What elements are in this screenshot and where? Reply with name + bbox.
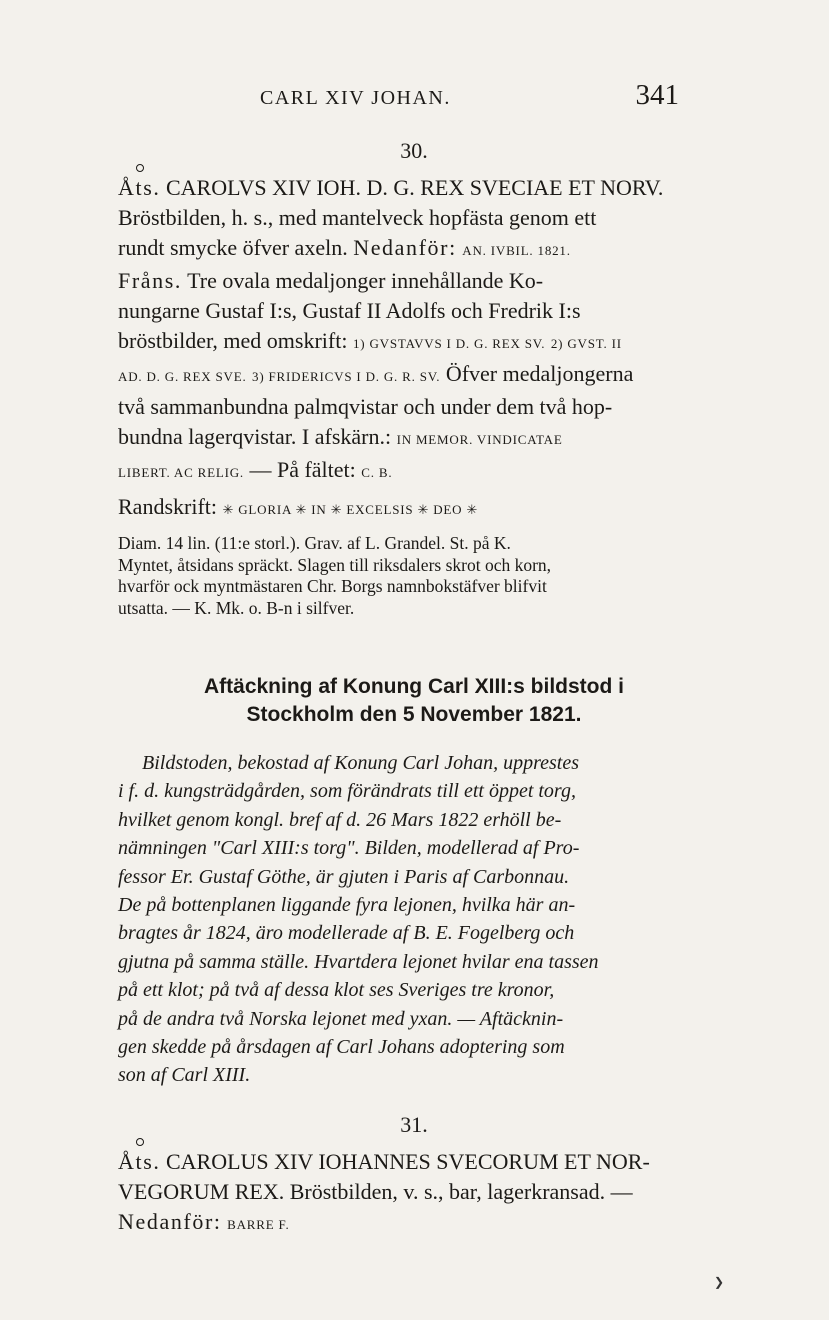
obverse-desc: rundt smycke öfver axeln.: [118, 235, 348, 260]
reverse-desc: Tre ovala medaljonger innehållande Ko-: [187, 268, 544, 293]
obverse-legend: CAROLUS XIV IOHANNES SVECORUM ET NOR-: [165, 1149, 650, 1174]
obverse-label: Åts.: [118, 1147, 160, 1177]
randskrift-label: Randskrift:: [118, 494, 217, 519]
reverse-line: [118, 266, 710, 296]
printer-mark-icon: ❯: [714, 1275, 725, 1289]
paragraph-line: i f. d. kungsträdgården, som förändrats till ett öppet torg,: [118, 780, 576, 803]
faltet-value: C. B.: [361, 465, 393, 480]
paragraph-line: bragtes år 1824, äro modellerade af B. E. Fogelberg och: [118, 922, 575, 945]
entry-31: [118, 1112, 710, 1240]
paragraph-line: Bildstoden, bekostad af Konung Carl Johan, upprestes: [142, 752, 580, 774]
page-number: 341: [635, 79, 679, 111]
faltet-text: — På fältet:: [249, 457, 356, 482]
paragraph-line: gen skedde på årsdagen af Carl Johans adoptering som: [118, 1036, 565, 1059]
randskrift-value: ✳ GLORIA ✳ IN ✳ EXCELSIS ✳ DEO ✳: [222, 502, 479, 517]
obverse-legend: VEGORUM REX.: [118, 1179, 285, 1204]
reverse-label: Fråns.: [118, 268, 182, 293]
reverse-desc-line: två sammanbundna palmqvistar och under dem två hop-: [118, 394, 613, 419]
entry-number: 31.: [400, 1112, 428, 1137]
paragraph-line: hvilket genom kongl. bref af d. 26 Mars 1822 erhöll be-: [118, 808, 562, 831]
obverse-line: [118, 1147, 710, 1177]
obverse-label: Åts.: [118, 173, 160, 203]
obverse-desc: Bröstbilden, v. s., bar, lagerkransad. —: [289, 1179, 633, 1204]
running-head: [0, 79, 829, 117]
omskrift-1: 1) GVSTAVVS I D. G. REX SV.: [352, 336, 546, 351]
paragraph-line: fessor Er. Gustaf Göthe, är gjuten i Paris af Carbonnau.: [118, 865, 570, 888]
note-line: utsatta. — K. Mk. o. B-n i silfver.: [118, 597, 355, 618]
nedanfor-line: [118, 1207, 710, 1240]
nedanfor-label: Nedanför:: [118, 1209, 222, 1234]
omskrift-2a: 2) GVST. II: [550, 336, 622, 351]
reverse-desc: Öfver medaljongerna: [445, 361, 634, 386]
obverse-line: [118, 1177, 710, 1207]
paragraph-line: på de andra två Norska lejonet med yxan. — Aftäcknin-: [118, 1007, 564, 1030]
afskarn-2: LIBERT. AC RELIG.: [118, 465, 244, 480]
reverse-desc: bundna lagerqvistar. I afskärn.:: [118, 424, 392, 449]
section: [118, 673, 710, 1090]
randskrift-line: [118, 492, 710, 525]
obverse-desc-line: Bröstbilden, h. s., med mantelveck hopfästa genom ett: [118, 205, 597, 230]
afskarn-1: IN MEMOR. VINDICATAE: [396, 432, 563, 447]
nedanfor-value: BARRE F.: [227, 1217, 290, 1232]
paragraph-line: nämningen "Carl XIII:s torg". Bilden, modellerad af Pro-: [118, 837, 580, 860]
notes: [118, 533, 710, 619]
running-title: CARL XIV JOHAN.: [260, 87, 451, 109]
entry-30: [118, 138, 710, 619]
obverse-legend: CAROLVS XIV IOH. D. G. REX SVECIAE ET NORV.: [165, 175, 664, 200]
nedanfor-label: Nedanför:: [353, 235, 457, 260]
note-line: Myntet, åtsidans spräckt. Slagen till riksdalers skrot och korn,: [118, 554, 552, 575]
paragraph-line: son af Carl XIII.: [118, 1064, 251, 1087]
reverse-desc-line: nungarne Gustaf I:s, Gustaf II Adolfs och Fredrik I:s: [118, 298, 581, 323]
reverse-desc: bröstbilder, med omskrift:: [118, 328, 348, 353]
section-paragraph: [118, 749, 710, 1090]
paragraph-line: på ett klot; på två af dessa klot ses Sveriges tre kronor,: [118, 979, 555, 1002]
nedanfor-value: AN. IVBIL. 1821.: [462, 243, 571, 258]
reverse-desc-line: [118, 359, 710, 392]
obverse-desc-line: [118, 233, 710, 266]
omskrift-2b: AD. D. G. REX SVE.: [118, 369, 247, 384]
note-line: hvarför ock myntmästaren Chr. Borgs namnbokstäfver blifvit: [118, 576, 547, 596]
reverse-desc-line: [118, 455, 710, 488]
omskrift-3: 3) FRIDERICVS I D. G. R. SV.: [252, 369, 441, 384]
obverse-line: [118, 173, 710, 203]
entry-number: 30.: [400, 138, 428, 163]
paragraph-line: gjutna på samma ställe. Hvartdera lejonet hvilar ena tassen: [118, 950, 599, 973]
paragraph-line: De på bottenplanen liggande fyra lejonen, hvilka här an-: [118, 894, 576, 917]
section-heading: Aftäckning af Konung Carl XIII:s bildstod i: [203, 675, 624, 698]
note-line: Diam. 14 lin. (11:e storl.). Grav. af L. Grandel. St. på K.: [118, 533, 511, 553]
reverse-desc-line: [118, 326, 710, 359]
reverse-desc-line: [118, 422, 710, 455]
section-heading: Stockholm den 5 November 1821.: [246, 703, 582, 726]
